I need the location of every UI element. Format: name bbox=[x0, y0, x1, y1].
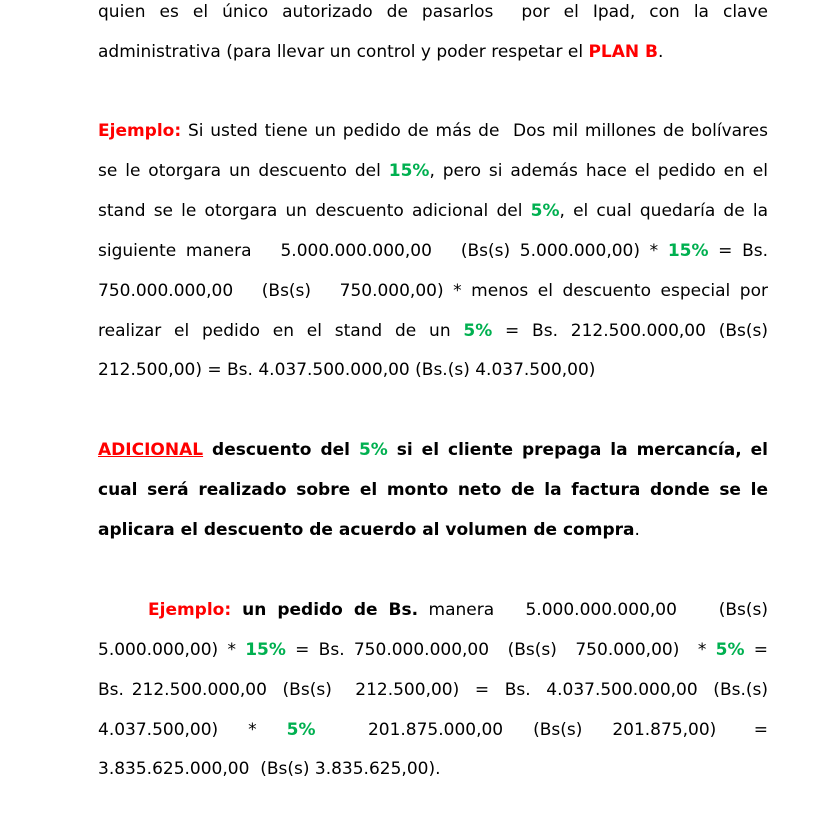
para4-line1 bbox=[98, 598, 768, 622]
para2-line7 bbox=[98, 358, 768, 382]
percent-5: 5% bbox=[358, 440, 388, 460]
text: = Bs. 750.000.000,00 (Bs(s) 750.000,00) * bbox=[285, 640, 716, 660]
text: Si usted tiene un pedido de más de Dos mil millones de bolívares bbox=[181, 121, 768, 141]
text: 750.000.000,00 (Bs(s) 750.000,00) * menos el descuento especial por bbox=[98, 281, 768, 301]
text: realizar el pedido en el stand de un bbox=[98, 321, 464, 341]
text: . bbox=[634, 520, 640, 540]
text: aplicara el descuento de acuerdo al volumen de compra bbox=[98, 520, 635, 540]
example-label: Ejemplo: bbox=[98, 121, 182, 141]
para4-line2 bbox=[98, 638, 768, 662]
text: Bs. 212.500.000,00 (Bs(s) 212.500,00) = Bs. 4.037.500.000,00 (Bs.(s) bbox=[98, 680, 768, 700]
text: = Bs. 212.500.000,00 (Bs(s) bbox=[492, 321, 768, 341]
percent-5: 5% bbox=[530, 201, 560, 221]
plan-b-highlight: PLAN B bbox=[588, 42, 659, 62]
text: cual será realizado sobre el monto neto de la factura donde se le bbox=[98, 480, 768, 500]
text: 5.000.000,00) * bbox=[98, 640, 246, 660]
para1-line1 bbox=[98, 0, 768, 24]
text: siguiente manera 5.000.000.000,00 (Bs(s) 5.000.000,00) * bbox=[98, 241, 668, 261]
text: = Bs. bbox=[708, 241, 769, 261]
text: 201.875.000,00 (Bs(s) 201.875,00) = bbox=[315, 720, 768, 740]
text: 4.037.500,00) * bbox=[98, 720, 287, 740]
para3-line2 bbox=[98, 478, 768, 502]
text: = bbox=[744, 640, 769, 660]
para4-line3 bbox=[98, 678, 768, 702]
text: descuento del bbox=[203, 440, 359, 460]
text: stand se le otorgara un descuento adicional del bbox=[98, 201, 531, 221]
percent-15: 15% bbox=[245, 640, 286, 660]
text: si el cliente prepaga la mercancía, el bbox=[387, 440, 769, 460]
text: manera 5.000.000.000,00 (Bs(s) bbox=[418, 600, 769, 620]
percent-15: 15% bbox=[667, 241, 709, 261]
para3-line3 bbox=[98, 518, 768, 542]
text: administrativa (para llevar un control y poder respetar el bbox=[98, 42, 589, 62]
adicional-label: ADICIONAL bbox=[98, 440, 204, 460]
para2-line1 bbox=[98, 119, 768, 143]
para2-line2 bbox=[98, 159, 768, 183]
para2-line4 bbox=[98, 239, 768, 263]
percent-5: 5% bbox=[286, 720, 316, 740]
text: un pedido de Bs. bbox=[231, 600, 419, 620]
text: quien es el único autorizado de pasarlos por el Ipad, con la clave bbox=[98, 2, 768, 22]
para4-line5 bbox=[98, 757, 768, 781]
para2-line6 bbox=[98, 319, 768, 343]
text: , el cual quedaría de la bbox=[559, 201, 768, 221]
text: , pero si además hace el pedido en el bbox=[429, 161, 768, 181]
text: 212.500,00) = Bs. 4.037.500.000,00 (Bs.(s) 4.037.500,00) bbox=[98, 360, 596, 380]
para2-line5 bbox=[98, 279, 768, 303]
para3-line1 bbox=[98, 438, 768, 462]
percent-15: 15% bbox=[388, 161, 430, 181]
percent-5: 5% bbox=[463, 321, 493, 341]
text: . bbox=[658, 42, 664, 62]
text: 3.835.625.000,00 (Bs(s) 3.835.625,00). bbox=[98, 759, 441, 779]
text: se le otorgara un descuento del bbox=[98, 161, 389, 181]
para2-line3 bbox=[98, 199, 768, 223]
percent-5: 5% bbox=[715, 640, 745, 660]
para4-line4 bbox=[98, 718, 768, 742]
example-label: Ejemplo: bbox=[148, 600, 232, 620]
para1-line2 bbox=[98, 40, 768, 64]
